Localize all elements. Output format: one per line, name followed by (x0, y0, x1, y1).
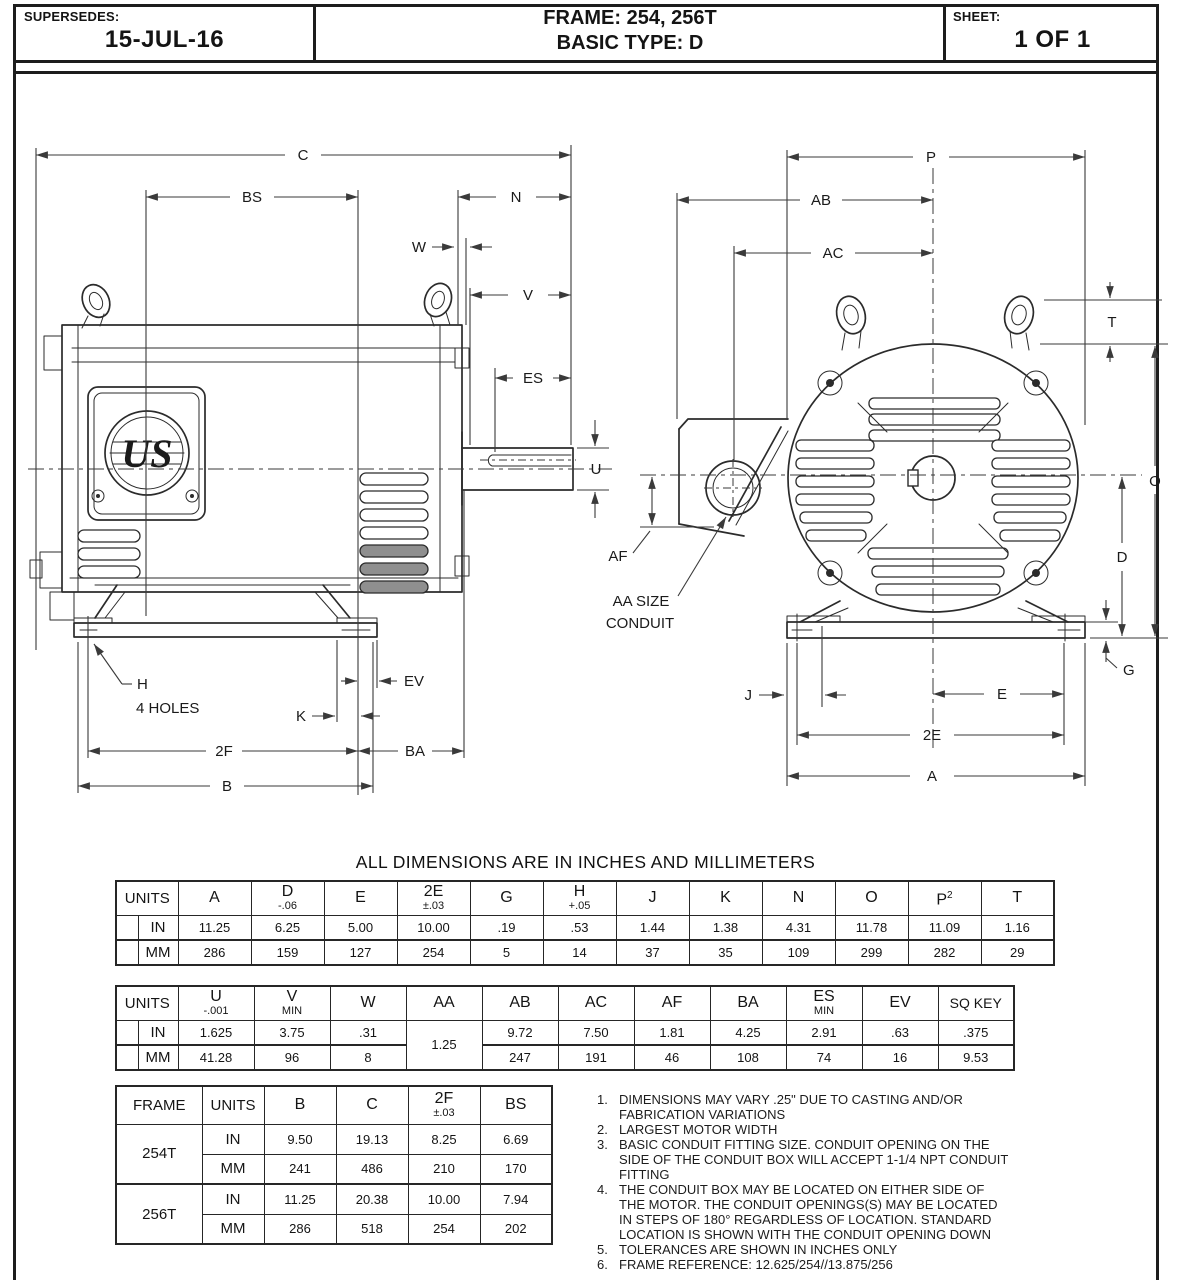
note-item: 3. BASIC CONDUIT FITTING SIZE. CONDUIT OPENING ON THE SIDE OF THE CONDUIT BOX WILL ACCEPT 1-1/4 NPT CONDUIT FITTING (597, 1137, 1009, 1182)
eye-bolt-left (833, 293, 870, 337)
units-header: UNITS (116, 986, 178, 1020)
dim-label-af: AF (608, 548, 628, 565)
logo-text: US (121, 431, 173, 476)
dim-label-t: T (1107, 314, 1117, 331)
supersedes-date: 15-JUL-16 (104, 26, 225, 53)
note-item: 4. THE CONDUIT BOX MAY BE LOCATED ON EITHER SIDE OF THE MOTOR. THE CONDUIT OPENINGS(S) MAY BE LOCATED IN STEPS OF 180° REGARDLESS OF LOCATION. STANDARD LOCATION IS SHOWN WITH THE CONDUIT OPENING DOWN (597, 1182, 998, 1242)
table-row: IN 11.25 6.25 5.00 10.00 .19 .53 1.44 1.38 4.31 11.78 11.09 1.16 (116, 915, 1054, 940)
dim-label-ac: AC (822, 245, 844, 262)
table-header-row: UNITS U -.001 V MIN W AA AB AC AF BA ES MIN EV SQ KEY (116, 986, 1014, 1020)
dim-label-c: C (297, 147, 309, 164)
motor-side-view (28, 280, 612, 637)
dim-label-g: G (1123, 662, 1135, 679)
note-item: 1. DIMENSIONS MAY VARY .25" DUE TO CASTING AND/OR FABRICATION VARIATIONS (597, 1092, 963, 1122)
dim-label-n: N (510, 189, 522, 206)
motor-end-view (640, 168, 1142, 748)
dimensions-title: ALL DIMENSIONS ARE IN INCHES AND MILLIMETERS (355, 852, 816, 872)
dim-label-u: U (590, 461, 602, 478)
dim-label-es: ES (522, 370, 544, 387)
dim-label-aa-conduit: CONDUIT (605, 615, 675, 632)
frame-table (115, 1085, 553, 1245)
dim-label-k: K (295, 708, 306, 725)
supersedes-label: SUPERSEDES: (24, 9, 120, 24)
note-item: 2. LARGEST MOTOR WIDTH (597, 1122, 778, 1137)
basic-type-title: BASIC TYPE: D (556, 32, 704, 54)
eye-bolt-left (77, 280, 115, 322)
table-row: MM 241 486 210 170 (116, 1154, 552, 1184)
dimension-table-main (115, 880, 1055, 966)
dim-label-h-note: 4 HOLES (136, 700, 200, 717)
frame-header: FRAME (116, 1086, 202, 1124)
note-item: 6. FRAME REFERENCE: 12.625/254//13.875/256 (597, 1257, 893, 1272)
note-item: 5. TOLERANCES ARE SHOWN IN INCHES ONLY (597, 1242, 898, 1257)
dimension-table-secondary (115, 985, 1015, 1071)
dim-label-w: W (411, 239, 426, 256)
table-row: 256T IN 11.25 20.38 10.00 7.94 (116, 1184, 552, 1214)
dim-label-p: P (925, 149, 937, 166)
table-row: 254T IN 9.50 19.13 8.25 6.69 (116, 1124, 552, 1154)
dim-label-ev: EV (404, 673, 425, 690)
frame-254t: 254T (116, 1124, 202, 1184)
table-header-row: FRAME UNITS B C 2F ±.03 BS (116, 1086, 552, 1124)
dim-label-ab: AB (810, 192, 832, 209)
notes-list (597, 1092, 1047, 1272)
dim-label-2e: 2E (922, 727, 942, 744)
mounting-base-end (787, 601, 1085, 641)
dim-label-2f: 2F (215, 743, 233, 760)
table-header-row: UNITS A D -.06 E 2E ±.03 G H +.05 J K N O $P^2$ T (116, 881, 1054, 915)
dim-label-o: O (1149, 473, 1161, 490)
end-view-dimensions (606, 149, 1168, 786)
dim-label-v: V (522, 287, 534, 304)
dim-label-aa-size: AA SIZE (612, 593, 670, 610)
dim-label-h: H (137, 676, 148, 693)
sheet-value: 1 OF 1 (1014, 26, 1091, 53)
aa-merged-cell: 1.25 (406, 1020, 482, 1070)
sheet-label: SHEET: (953, 9, 1001, 24)
table-row: MM 41.28 96 8 247 191 46 108 74 16 9.53 (116, 1045, 1014, 1070)
eye-bolt-right (1001, 293, 1038, 337)
shaft-bore (908, 456, 955, 500)
dim-label-a: A (926, 768, 938, 785)
frame-256t: 256T (116, 1184, 202, 1244)
units-header: UNITS (116, 881, 178, 915)
dim-label-j: J (744, 687, 752, 704)
dim-label-ba: BA (404, 743, 426, 760)
table-row: MM 286 159 127 254 5 14 37 35 109 299 282 29 (116, 940, 1054, 965)
frame-title: FRAME: 254, 256T (543, 7, 717, 29)
dim-label-b: B (221, 778, 233, 795)
dim-label-d: D (1116, 549, 1128, 566)
conduit-opening (706, 461, 760, 515)
dim-label-bs: BS (241, 189, 263, 206)
units-header: UNITS (202, 1086, 264, 1124)
dim-label-e: E (996, 686, 1008, 703)
table-row: IN 1.625 3.75 .31 1.25 9.72 7.50 1.81 4.25 2.91 .63 .375 (116, 1020, 1014, 1045)
table-row: MM 286 518 254 202 (116, 1214, 552, 1244)
eye-bolt-right (420, 280, 456, 321)
